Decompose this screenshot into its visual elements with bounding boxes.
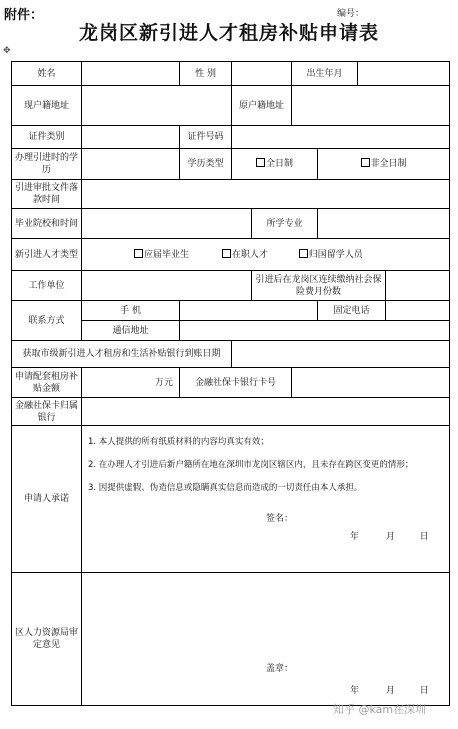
card-bank-input[interactable]	[82, 398, 450, 426]
type-fresh-option[interactable]	[134, 250, 189, 260]
month-label: 月	[385, 686, 395, 696]
approval-date-label: 引进审批文件落款时间	[12, 180, 82, 209]
work-unit-label: 工作单位	[12, 271, 82, 301]
card-no-label: 金融社保卡银行卡号	[180, 368, 292, 398]
address-input[interactable]	[180, 321, 450, 341]
birth-label: 出生年月	[292, 62, 358, 86]
day-label: 日	[419, 686, 429, 696]
bank-date-label: 获取市级新引进人才租房和生活补贴银行到账日期	[12, 341, 232, 368]
mobile-label: 手 机	[82, 301, 180, 321]
mobile-input[interactable]	[180, 301, 318, 321]
checkbox-icon[interactable]	[222, 249, 231, 258]
edu-at-intro-label: 办理引进时的学历	[12, 149, 82, 180]
attachment-label: 附件：	[4, 8, 44, 23]
checkbox-icon[interactable]	[299, 249, 308, 258]
current-hukou-input[interactable]	[82, 86, 232, 126]
promise-label: 申请人承诺	[12, 426, 82, 573]
table-move-handle-icon[interactable]: ✥	[3, 46, 11, 56]
signature-row	[88, 513, 443, 525]
type-employed-label: 在职人才	[231, 249, 268, 260]
type-returnee-option[interactable]	[299, 250, 363, 260]
contact-label: 联系方式	[12, 301, 82, 341]
stamp-row	[88, 663, 443, 675]
social-months-label: 引进后在龙岗区连续缴纳社会保险费月份数	[252, 271, 386, 301]
year-label: 年	[350, 686, 360, 696]
wan-yuan-unit: 万元	[155, 377, 174, 388]
talent-type-options	[82, 239, 450, 271]
school-time-label: 毕业院校和时间	[12, 209, 82, 239]
hr-opinion-content	[82, 573, 450, 706]
promise-item-1: 1. 本人提供的所有纸质材料的内容均真实有效；	[88, 437, 269, 447]
promise-item-3: 3. 因提供虚假、伪造信息或隐瞒真实信息而造成的一切责任由本人承担。	[88, 483, 363, 493]
work-unit-input[interactable]	[82, 271, 252, 301]
type-returnee-label: 归国留学人员	[308, 249, 363, 260]
promise-item-2: 2. 在办理人才引进后新户籍所在地在深圳市龙岗区辖区内，且未存在跨区变更的情形；	[88, 460, 414, 470]
hr-opinion-label: 区人力资源局审定意见	[12, 573, 82, 706]
address-label: 通信地址	[82, 321, 180, 341]
type-fresh-label: 应届毕业生	[144, 249, 190, 260]
stamp-label: 盖章：	[266, 664, 294, 674]
landline-label: 固定电话	[318, 301, 386, 321]
bank-date-input[interactable]	[232, 341, 450, 368]
major-input[interactable]	[318, 209, 450, 239]
birth-input[interactable]	[358, 62, 450, 86]
id-type-label: 证件类别	[12, 126, 82, 149]
card-bank-label: 金融社保卡归属银行	[12, 398, 82, 426]
name-label: 姓名	[12, 62, 82, 86]
id-number-input[interactable]	[232, 126, 450, 149]
promise-date-row	[88, 531, 443, 543]
landline-input[interactable]	[386, 301, 450, 321]
day-label: 日	[419, 532, 429, 542]
application-form-table	[11, 61, 450, 706]
month-label: 月	[385, 532, 395, 542]
gender-label: 性 别	[180, 62, 232, 86]
promise-content	[82, 426, 450, 573]
fulltime-label: 全日制	[266, 159, 294, 169]
signature-label: 签名：	[266, 514, 294, 524]
amount-label: 申请配套租房补贴金额	[12, 368, 82, 398]
current-hukou-label: 现户籍地址	[12, 86, 82, 126]
talent-type-label: 新引进人才类型	[12, 239, 82, 271]
year-label: 年	[350, 532, 360, 542]
hr-date-row	[88, 685, 443, 697]
edu-at-intro-input[interactable]	[82, 149, 180, 180]
parttime-label: 非全日制	[370, 159, 407, 169]
name-input[interactable]	[82, 62, 180, 86]
original-hukou-label: 原户籍地址	[232, 86, 292, 126]
checkbox-icon[interactable]	[134, 249, 143, 258]
social-months-input[interactable]	[386, 271, 450, 301]
watermark: 知乎 @kam在深圳	[333, 703, 427, 716]
gender-input[interactable]	[232, 62, 292, 86]
type-employed-option[interactable]	[222, 250, 268, 260]
amount-input[interactable]	[82, 368, 180, 398]
edu-type-label: 学历类型	[180, 149, 232, 180]
original-hukou-input[interactable]	[292, 86, 450, 126]
checkbox-icon[interactable]	[256, 158, 265, 167]
school-time-input[interactable]	[82, 209, 252, 239]
id-number-label: 证件号码	[180, 126, 232, 149]
serial-number-label: 编号：	[337, 9, 365, 19]
approval-date-input[interactable]	[82, 180, 450, 209]
major-label: 所学专业	[252, 209, 318, 239]
checkbox-icon[interactable]	[361, 158, 370, 167]
page-title: 龙岗区新引进人才租房补贴申请表	[78, 22, 379, 44]
card-no-input[interactable]	[292, 368, 450, 398]
fulltime-option[interactable]	[232, 149, 318, 180]
parttime-option[interactable]	[318, 149, 450, 180]
id-type-input[interactable]	[82, 126, 180, 149]
